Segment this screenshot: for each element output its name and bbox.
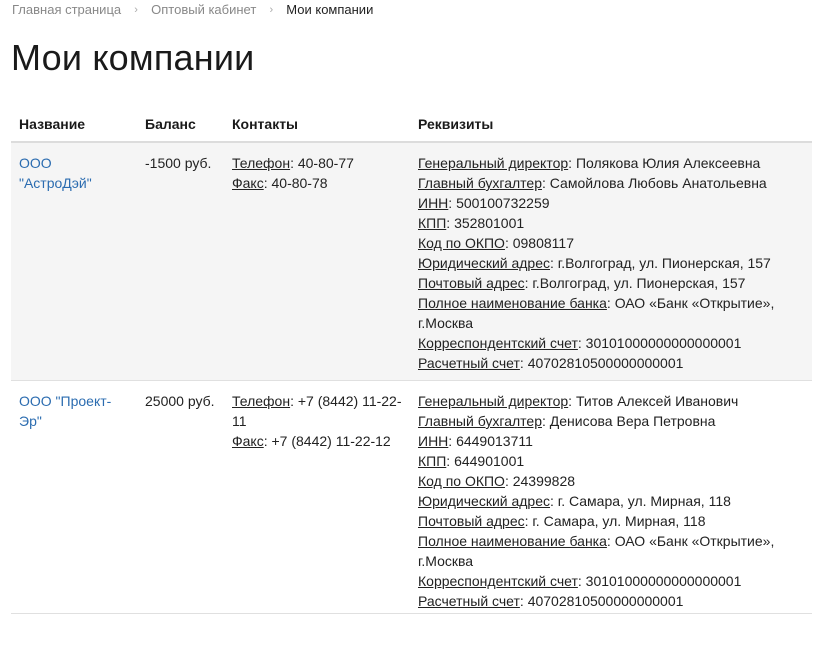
requisite-line: ИНН: 500100732259 [418,195,550,211]
requisite-line: Юридический адрес: г.Волгоград, ул. Пионерская, 157 [418,255,771,271]
fax-value: 40-80-78 [271,175,328,191]
requisite-line: ИНН: 6449013711 [418,433,533,449]
requisite-value: 352801001 [454,215,525,231]
requisite-line: Главный бухгалтер: Самойлова Любовь Анатольевна [418,175,767,191]
contacts-cell [224,381,410,613]
requisite-value: Полякова Юлия Алексеевна [575,155,761,171]
requisite-label: КПП [418,453,447,469]
requisite-line: Расчетный счет: 40702810500000000001 [418,593,684,609]
requisite-line: Полное наименование банка: ОАО «Банк «Открытие», г.Москва [418,295,775,331]
column-header-name: Название [19,115,86,132]
requisite-label: Юридический адрес [418,493,551,509]
breadcrumb-current: Мои компании [286,2,374,17]
requisite-line: Корреспондентский счет: 30101000000000000001 [418,335,742,351]
companies-table [11,106,812,614]
requisite-line: Код по ОКПО: 09808117 [418,235,574,251]
table-row [11,143,812,381]
requisite-label: ИНН [418,195,449,211]
requisite-label: Расчетный счет [418,355,520,371]
requisite-label: Главный бухгалтер [418,413,542,429]
requisite-line: Полное наименование банка: ОАО «Банк «Открытие», г.Москва [418,533,775,569]
requisite-value: 24399828 [512,473,576,489]
requisite-value: 40702810500000000001 [527,355,684,371]
phone-line: Телефон: 40-80-77 [232,155,354,171]
requisite-value: г.Волгоград, ул. Пионерская, 157 [557,255,771,271]
requisite-line: Почтовый адрес: г. Самара, ул. Мирная, 118 [418,513,706,529]
requisite-value: Денисова Вера Петровна [549,413,716,429]
requisite-label: ИНН [418,433,449,449]
requisite-label: Расчетный счет [418,593,520,609]
company-link[interactable]: ООО "АстроДэй" [19,155,92,191]
requisite-label: Корреспондентский счет [418,573,578,589]
company-name-cell [11,381,137,613]
fax-label: Факс [232,175,264,191]
requisite-value: 30101000000000000001 [585,335,742,351]
chevron-right-icon: › [134,4,138,16]
requisite-value: ОАО «Банк «Открытие», г.Москва [418,533,775,569]
contacts-cell [224,143,410,380]
breadcrumb-home-link[interactable]: Главная страница [12,2,122,17]
requisite-line: Генеральный директор: Титов Алексей Иванович [418,393,739,409]
column-header-balance: Баланс [145,115,196,132]
requisite-value: 40702810500000000001 [527,593,684,609]
requisites-cell [410,143,812,380]
column-header-contacts: Контакты [232,115,299,132]
phone-label: Телефон [232,155,291,171]
requisite-value: г. Самара, ул. Мирная, 118 [532,513,706,529]
page-title: Мои компании [11,37,255,78]
chevron-right-icon: › [269,4,274,16]
table-header [11,106,812,143]
requisite-label: Главный бухгалтер [418,175,542,191]
requisite-label: Корреспондентский счет [418,335,578,351]
requisite-label: Почтовый адрес [418,275,525,291]
requisite-label: Почтовый адрес [418,513,525,529]
breadcrumb-wholesale-link[interactable]: Оптовый кабинет [151,2,257,17]
balance-cell: 25000 руб. [145,393,215,409]
requisite-label: Код по ОКПО [418,235,505,251]
breadcrumb [12,3,373,17]
fax-value: +7 (8442) 11-22-12 [271,433,391,449]
balance-cell: -1500 руб. [145,155,212,171]
fax-line: Факс: 40-80-78 [232,175,328,191]
requisites-cell [410,381,812,613]
requisite-line: Код по ОКПО: 24399828 [418,473,576,489]
column-header-requisites: Реквизиты [418,115,494,132]
requisite-value: Самойлова Любовь Анатольевна [549,175,767,191]
requisite-label: Генеральный директор [418,155,569,171]
requisite-line: Корреспондентский счет: 30101000000000000001 [418,573,742,589]
requisite-value: 6449013711 [456,433,533,449]
requisite-label: Юридический адрес [418,255,551,271]
requisite-value: г. Самара, ул. Мирная, 118 [557,493,731,509]
requisite-line: Юридический адрес: г. Самара, ул. Мирная, 118 [418,493,731,509]
requisite-label: Генеральный директор [418,393,569,409]
requisite-label: КПП [418,215,447,231]
requisite-value: 09808117 [512,235,574,251]
requisite-value: Титов Алексей Иванович [575,393,739,409]
requisite-value: ОАО «Банк «Открытие», г.Москва [418,295,775,331]
requisite-line: Главный бухгалтер: Денисова Вера Петровна [418,413,716,429]
requisite-value: 644901001 [454,453,525,469]
requisite-label: Код по ОКПО [418,473,505,489]
fax-label: Факс [232,433,264,449]
phone-value: 40-80-77 [297,155,354,171]
phone-value: +7 (8442) 11-22-11 [232,393,402,429]
requisite-value: г.Волгоград, ул. Пионерская, 157 [532,275,746,291]
phone-label: Телефон [232,393,291,409]
requisite-line: Генеральный директор: Полякова Юлия Алексеевна [418,155,761,171]
requisite-line: КПП: 644901001 [418,453,525,469]
requisite-line: Расчетный счет: 40702810500000000001 [418,355,684,371]
company-name-cell [11,143,137,380]
requisite-label: Полное наименование банка [418,533,607,549]
requisite-value: 30101000000000000001 [585,573,742,589]
requisite-label: Полное наименование банка [418,295,607,311]
company-link[interactable]: ООО "Проект-Эр" [19,393,112,429]
requisite-line: КПП: 352801001 [418,215,525,231]
phone-line: Телефон: +7 (8442) 11-22-11 [232,393,402,429]
table-row [11,381,812,614]
requisite-line: Почтовый адрес: г.Волгоград, ул. Пионерская, 157 [418,275,746,291]
requisite-value: 500100732259 [456,195,550,211]
fax-line: Факс: +7 (8442) 11-22-12 [232,433,391,449]
